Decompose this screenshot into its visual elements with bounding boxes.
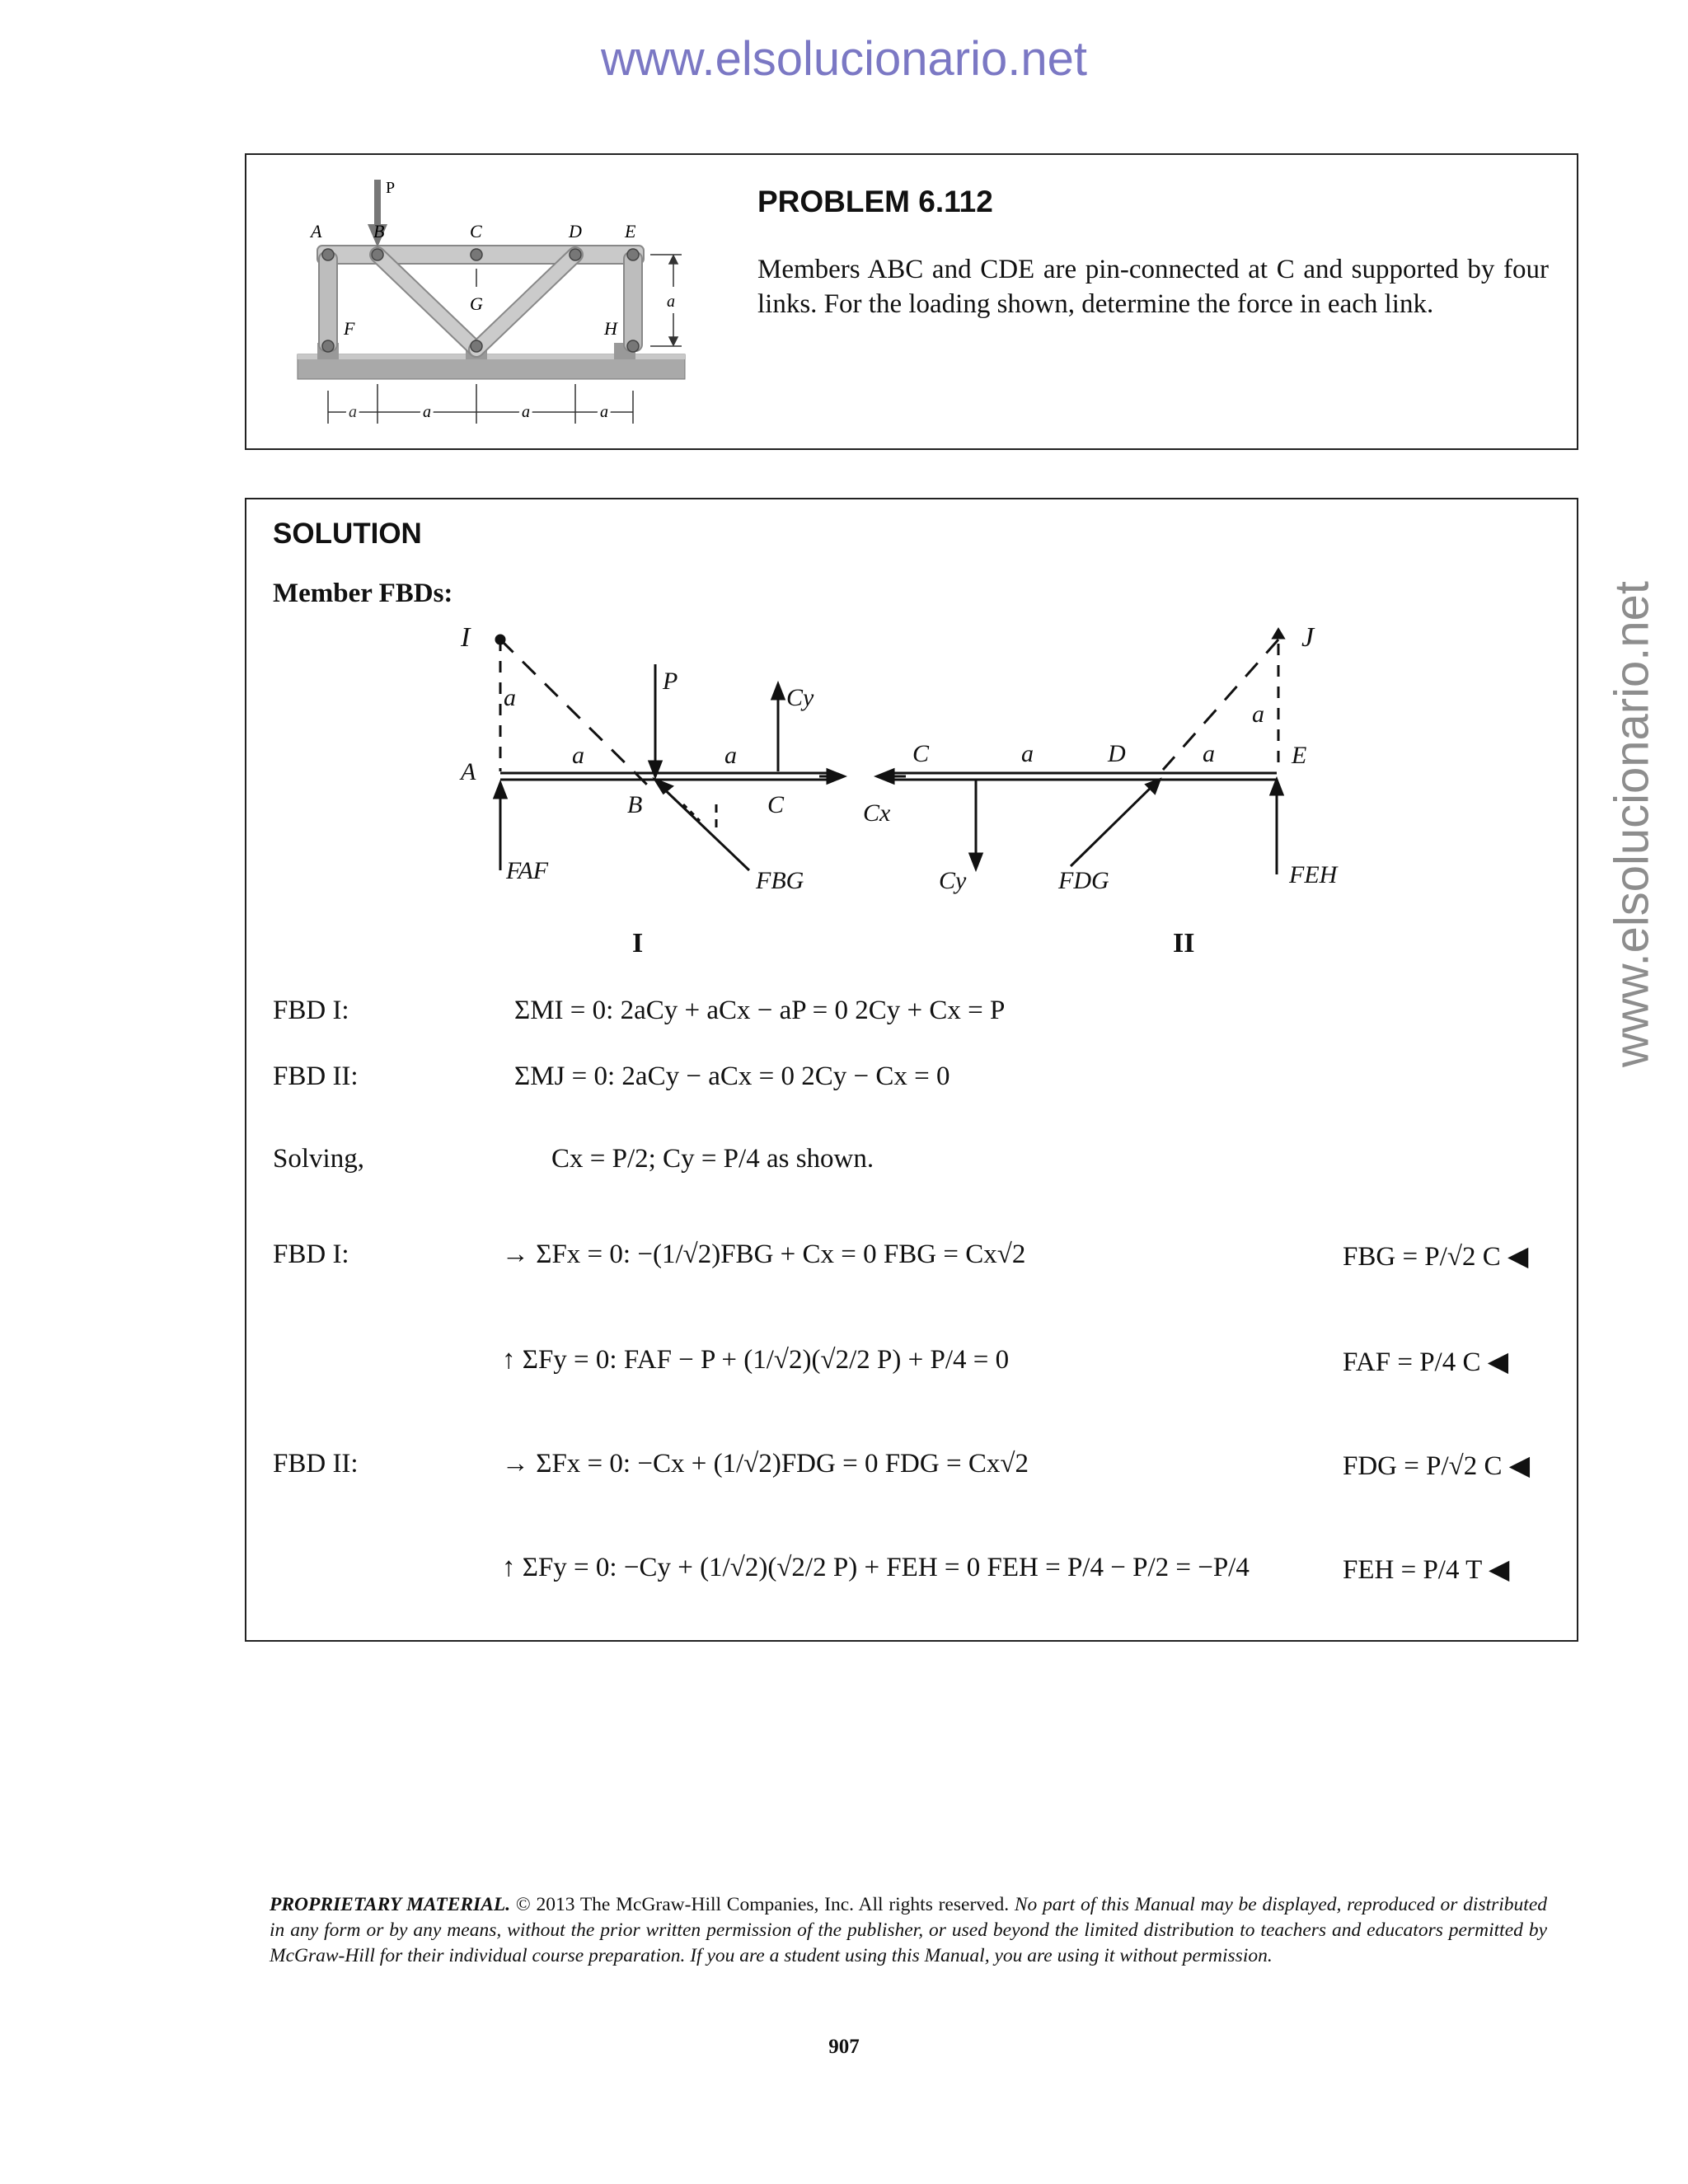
joint-label-h: H — [604, 318, 617, 339]
fbd-label-a: A — [461, 758, 476, 785]
fbd-label-c: C — [767, 791, 785, 818]
page-number: 907 — [828, 2036, 860, 2058]
spacing-label-2: a — [423, 403, 431, 421]
solution-box — [245, 498, 1578, 1642]
joint-label-b: B — [373, 221, 385, 241]
fbd-label-i-point: I — [461, 622, 471, 653]
watermark-top[interactable]: www.elsolucionario.net — [601, 32, 1087, 86]
footer-normal: © 2013 The McGraw-Hill Companies, Inc. All rights reserved. — [510, 1894, 1015, 1915]
problem-statement: Members ABC and CDE are pin-connected at C and supported by four links. For the loading shown, determine the force in each link. — [757, 255, 1549, 319]
row-label: Solving, — [273, 1144, 364, 1174]
spacing-label-3: a — [522, 403, 530, 421]
link-eh — [624, 252, 642, 351]
fbd-label-a-span4: a — [1203, 740, 1215, 767]
fbd-label-a-vert1: a — [504, 684, 516, 711]
joint-label-c: C — [470, 221, 482, 241]
fbd-label-fdg: FDG — [1058, 867, 1109, 894]
footer-bold: PROPRIETARY MATERIAL. — [270, 1894, 511, 1915]
member-fbds-heading: Member FBDs: — [273, 579, 453, 608]
solving-result: Cx = P/2; Cy = P/4 as shown. — [551, 1144, 874, 1174]
joint-label-e: E — [625, 221, 636, 241]
solution-title: SOLUTION — [273, 518, 422, 550]
fbd-label-a-vert2: a — [1252, 701, 1264, 728]
fbd-label-p: P — [663, 668, 678, 695]
row-label: FBD I: — [273, 1240, 349, 1269]
joint-label-f: F — [344, 318, 355, 339]
fbd-label-e: E — [1292, 742, 1307, 769]
fbd-label-a-span1: a — [572, 742, 584, 769]
moment-equation-ii: ΣMJ = 0: 2aCy − aCx = 0 2Cy − Cx = 0 — [514, 1062, 950, 1091]
sum-fy-equation-i: ↑ ΣFy = 0: FAF − P + (1/√2)(√2/2 P) + P/4 = 0 — [502, 1345, 1010, 1375]
problem-title: PROBLEM 6.112 — [757, 185, 993, 218]
fbd-caption-i: I — [632, 928, 644, 958]
answer-feh: FEH = P/4 T ◀ — [1343, 1555, 1510, 1585]
sum-fx-equation-ii: → ΣFx = 0: −Cx + (1/√2)FDG = 0 FDG = Cx√2 — [502, 1449, 1029, 1479]
joint-label-a: A — [311, 221, 322, 241]
dim-label-a: a — [667, 293, 675, 311]
answer-fdg: FDG = P/√2 C ◀ — [1343, 1451, 1531, 1481]
fbd-label-d: D — [1108, 740, 1126, 767]
spacing-label-4: a — [600, 403, 608, 421]
watermark-side: www.elsolucionario.net — [1605, 581, 1659, 1067]
joint-label-g: G — [470, 293, 483, 314]
fbd-label-a-span2: a — [724, 742, 737, 769]
fbd-label-j-point: J — [1301, 622, 1315, 653]
fbd-label-fbg: FBG — [756, 867, 804, 894]
fbd-label-faf: FAF — [506, 857, 549, 884]
row-label: FBD II: — [273, 1062, 359, 1091]
copyright-footer — [270, 1892, 1547, 1969]
answer-fbg: FBG = P/√2 C ◀ — [1343, 1242, 1529, 1272]
problem-figure — [288, 171, 700, 435]
fbd-label-cy-up: Cy — [786, 684, 814, 711]
joint-label-d: D — [569, 221, 582, 241]
answer-faf: FAF = P/4 C ◀ — [1343, 1347, 1509, 1377]
load-label: P — [386, 179, 396, 197]
footer-italic: No part of this Manual may be displayed, reproduced or distributed in any form or by any means, without the prior written permission of the publisher, or used beyond the limited distribution to teachers and educators permitted by McGraw-Hill for their individual course preparation. If you are a student using this Manual, you are using it without permission. — [270, 1894, 1548, 1966]
row-label: FBD II: — [273, 1449, 359, 1479]
spacing-label-1: a — [349, 403, 357, 421]
sum-fy-equation-ii: ↑ ΣFy = 0: −Cy + (1/√2)(√2/2 P) + FEH = 0 FEH = P/4 − P/2 = −P/4 — [502, 1553, 1250, 1582]
fbd-label-cx: Cx — [863, 799, 891, 827]
fbd-label-b: B — [627, 791, 643, 818]
fbd-label-c2: C — [912, 740, 930, 767]
fbd-label-cy-down: Cy — [939, 867, 967, 894]
moment-equation-i: ΣMI = 0: 2aCy + aCx − aP = 0 2Cy + Cx = P — [514, 996, 1006, 1025]
fbd-label-a-span3: a — [1021, 740, 1034, 767]
fbd-sketch — [411, 615, 1450, 903]
row-label: FBD I: — [273, 996, 349, 1025]
link-af — [319, 252, 337, 351]
sum-fx-equation-i: → ΣFx = 0: −(1/√2)FBG + Cx = 0 FBG = Cx√2 — [502, 1240, 1026, 1269]
problem-box — [245, 153, 1578, 450]
fbd-label-feh: FEH — [1289, 861, 1338, 888]
fbd-caption-ii: II — [1173, 928, 1195, 958]
